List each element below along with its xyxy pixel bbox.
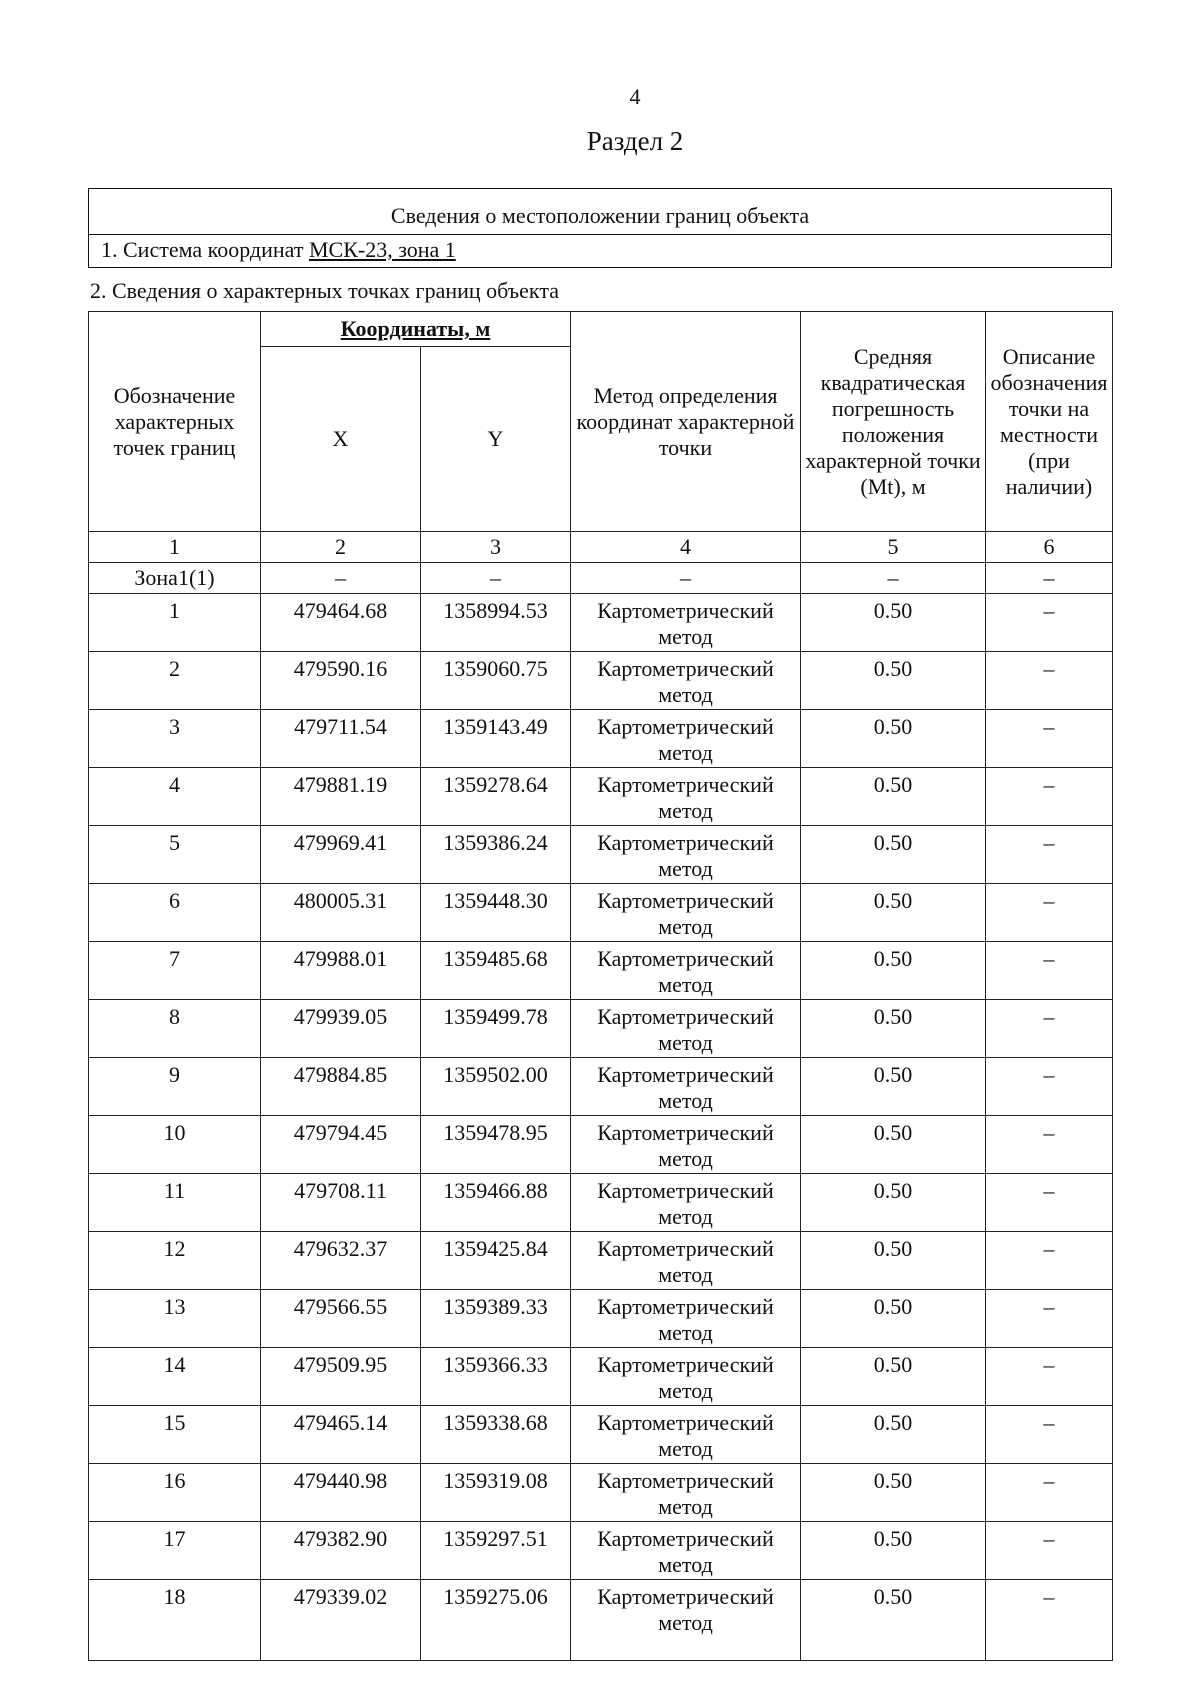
error-value: 0.50: [801, 594, 986, 652]
description: –: [986, 652, 1113, 710]
error-value: 0.50: [801, 1464, 986, 1522]
point-id: 5: [89, 826, 261, 884]
col-header-y: Y: [421, 347, 571, 532]
y-coord: 1359366.33: [421, 1348, 571, 1406]
error-value: 0.50: [801, 768, 986, 826]
table-row: [89, 768, 1113, 826]
method: Картометрический метод: [571, 942, 801, 1000]
col-header-coords-text: Координаты, м: [340, 316, 491, 341]
points-section-title: 2. Сведения о характерных точках границ объекта: [90, 278, 559, 303]
table-row: [89, 1464, 1113, 1522]
description: –: [986, 1348, 1113, 1406]
error-value: 0.50: [801, 1522, 986, 1580]
description: –: [986, 1522, 1113, 1580]
x-coord: 479881.19: [261, 768, 421, 826]
method: Картометрический метод: [571, 1522, 801, 1580]
error-value: 0.50: [801, 1290, 986, 1348]
x-coord: 479794.45: [261, 1116, 421, 1174]
x-coord: 479464.68: [261, 594, 421, 652]
description: –: [986, 1000, 1113, 1058]
error-value: 0.50: [801, 826, 986, 884]
method: Картометрический метод: [571, 1174, 801, 1232]
zone-error: –: [801, 563, 986, 594]
table-row: [89, 1116, 1113, 1174]
description: –: [986, 884, 1113, 942]
error-value: 0.50: [801, 942, 986, 1000]
table-row: [89, 1174, 1113, 1232]
point-id: 8: [89, 1000, 261, 1058]
column-number: 6: [986, 532, 1113, 563]
error-value: 0.50: [801, 652, 986, 710]
boundary-info-header: [88, 188, 1112, 268]
error-value: 0.50: [801, 1174, 986, 1232]
coord-system-line: [101, 237, 456, 263]
error-value: 0.50: [801, 1348, 986, 1406]
y-coord: 1359319.08: [421, 1464, 571, 1522]
method: Картометрический метод: [571, 1348, 801, 1406]
point-id: 7: [89, 942, 261, 1000]
x-coord: 479566.55: [261, 1290, 421, 1348]
y-coord: 1359485.68: [421, 942, 571, 1000]
coord-system-value: МСК-23, зона 1: [308, 237, 456, 262]
column-number: 4: [571, 532, 801, 563]
point-id: 14: [89, 1348, 261, 1406]
col-header-description: Описание обозначения точки на местности (при наличии): [986, 312, 1113, 532]
point-id: 6: [89, 884, 261, 942]
description: –: [986, 826, 1113, 884]
method: Картометрический метод: [571, 1000, 801, 1058]
error-value: 0.50: [801, 884, 986, 942]
method: Картометрический метод: [571, 1232, 801, 1290]
column-number: 1: [89, 532, 261, 563]
zone-label: Зона1(1): [89, 563, 261, 594]
point-id: 10: [89, 1116, 261, 1174]
column-number: 5: [801, 532, 986, 563]
table-row: [89, 884, 1113, 942]
y-coord: 1359478.95: [421, 1116, 571, 1174]
y-coord: 1359278.64: [421, 768, 571, 826]
table-row: [89, 1406, 1113, 1464]
x-coord: 479708.11: [261, 1174, 421, 1232]
description: –: [986, 1406, 1113, 1464]
x-coord: 479884.85: [261, 1058, 421, 1116]
description: –: [986, 1058, 1113, 1116]
col-header-error: Средняя квадратическая погрешность положения характерной точки (Mt), м: [801, 312, 986, 532]
method: Картометрический метод: [571, 1580, 801, 1661]
description: –: [986, 594, 1113, 652]
point-id: 16: [89, 1464, 261, 1522]
zone-description: –: [986, 563, 1113, 594]
x-coord: 479339.02: [261, 1580, 421, 1661]
description: –: [986, 1290, 1113, 1348]
table-row: [89, 826, 1113, 884]
table-row: [89, 594, 1113, 652]
y-coord: 1359448.30: [421, 884, 571, 942]
point-id: 13: [89, 1290, 261, 1348]
col-header-x: X: [261, 347, 421, 532]
boundary-points-table: [88, 311, 1113, 1661]
x-coord: 479590.16: [261, 652, 421, 710]
y-coord: 1359386.24: [421, 826, 571, 884]
method: Картометрический метод: [571, 826, 801, 884]
x-coord: 480005.31: [261, 884, 421, 942]
zone-x: –: [261, 563, 421, 594]
description: –: [986, 1580, 1113, 1661]
error-value: 0.50: [801, 1232, 986, 1290]
header-divider: [89, 234, 1111, 235]
y-coord: 1358994.53: [421, 594, 571, 652]
y-coord: 1359275.06: [421, 1580, 571, 1661]
x-coord: 479711.54: [261, 710, 421, 768]
error-value: 0.50: [801, 1000, 986, 1058]
y-coord: 1359297.51: [421, 1522, 571, 1580]
page-number: 4: [629, 84, 641, 109]
column-number: 3: [421, 532, 571, 563]
zone-method: –: [571, 563, 801, 594]
method: Картометрический метод: [571, 594, 801, 652]
section-title: Раздел 2: [586, 126, 684, 156]
x-coord: 479382.90: [261, 1522, 421, 1580]
table-row: [89, 942, 1113, 1000]
zone-row: [89, 563, 1113, 594]
method: Картометрический метод: [571, 1406, 801, 1464]
description: –: [986, 768, 1113, 826]
col-header-method: Метод определения координат характерной точки: [571, 312, 801, 532]
col-header-point: Обозначение характерных точек границ: [89, 312, 261, 532]
x-coord: 479988.01: [261, 942, 421, 1000]
method: Картометрический метод: [571, 1464, 801, 1522]
error-value: 0.50: [801, 1580, 986, 1661]
column-number: 2: [261, 532, 421, 563]
y-coord: 1359338.68: [421, 1406, 571, 1464]
point-id: 9: [89, 1058, 261, 1116]
y-coord: 1359502.00: [421, 1058, 571, 1116]
method: Картометрический метод: [571, 652, 801, 710]
error-value: 0.50: [801, 1058, 986, 1116]
point-id: 12: [89, 1232, 261, 1290]
point-id: 18: [89, 1580, 261, 1661]
table-row: [89, 1232, 1113, 1290]
description: –: [986, 1174, 1113, 1232]
description: –: [986, 710, 1113, 768]
y-coord: 1359466.88: [421, 1174, 571, 1232]
description: –: [986, 1232, 1113, 1290]
error-value: 0.50: [801, 1406, 986, 1464]
coord-system-label: 1. Система координат: [101, 237, 304, 262]
error-value: 0.50: [801, 1116, 986, 1174]
y-coord: 1359425.84: [421, 1232, 571, 1290]
x-coord: 479939.05: [261, 1000, 421, 1058]
x-coord: 479969.41: [261, 826, 421, 884]
description: –: [986, 942, 1113, 1000]
point-id: 11: [89, 1174, 261, 1232]
point-id: 2: [89, 652, 261, 710]
point-id: 17: [89, 1522, 261, 1580]
y-coord: 1359499.78: [421, 1000, 571, 1058]
method: Картометрический метод: [571, 1290, 801, 1348]
point-id: 3: [89, 710, 261, 768]
point-id: 15: [89, 1406, 261, 1464]
method: Картометрический метод: [571, 1058, 801, 1116]
header-title: Сведения о местоположении границ объекта: [390, 203, 810, 228]
x-coord: 479632.37: [261, 1232, 421, 1290]
point-id: 1: [89, 594, 261, 652]
table-row: [89, 652, 1113, 710]
description: –: [986, 1464, 1113, 1522]
y-coord: 1359389.33: [421, 1290, 571, 1348]
x-coord: 479440.98: [261, 1464, 421, 1522]
table-row: [89, 1348, 1113, 1406]
method: Картометрический метод: [571, 884, 801, 942]
col-header-coords: [261, 312, 571, 347]
table-row: [89, 1580, 1113, 1661]
method: Картометрический метод: [571, 1116, 801, 1174]
x-coord: 479465.14: [261, 1406, 421, 1464]
column-number-row: [89, 532, 1113, 563]
table-row: [89, 710, 1113, 768]
table-row: [89, 1058, 1113, 1116]
method: Картометрический метод: [571, 710, 801, 768]
table-row: [89, 1290, 1113, 1348]
y-coord: 1359060.75: [421, 652, 571, 710]
table-row: [89, 1000, 1113, 1058]
zone-y: –: [421, 563, 571, 594]
error-value: 0.50: [801, 710, 986, 768]
y-coord: 1359143.49: [421, 710, 571, 768]
x-coord: 479509.95: [261, 1348, 421, 1406]
method: Картометрический метод: [571, 768, 801, 826]
table-row: [89, 1522, 1113, 1580]
point-id: 4: [89, 768, 261, 826]
description: –: [986, 1116, 1113, 1174]
